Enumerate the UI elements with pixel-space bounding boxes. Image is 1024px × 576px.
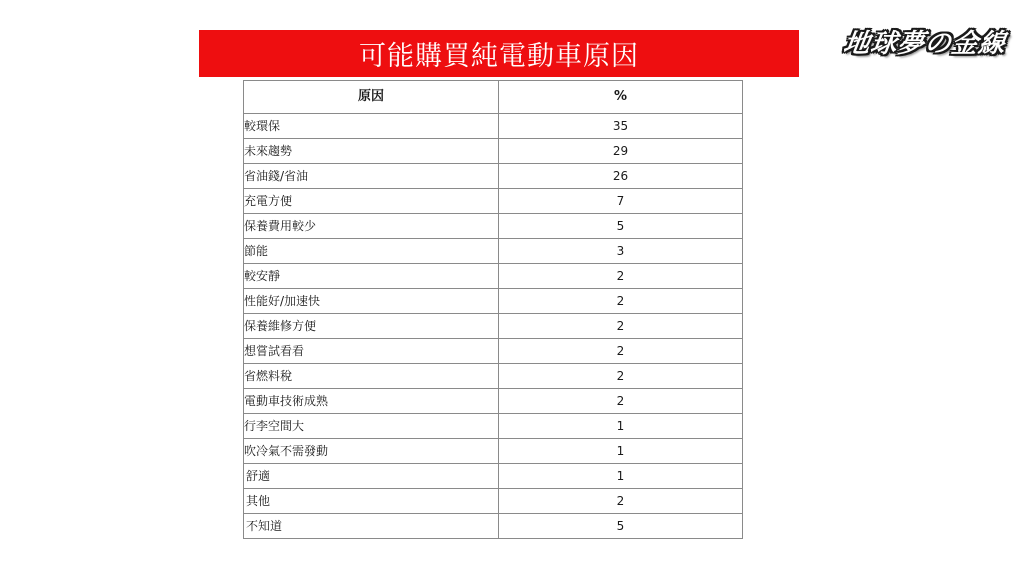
percent-cell: 1 <box>499 439 743 464</box>
title-bar <box>199 30 799 77</box>
table-row <box>244 214 743 239</box>
reason-cell: 保養費用較少 <box>244 214 499 239</box>
percent-cell: 2 <box>499 364 743 389</box>
table-row <box>244 439 743 464</box>
reasons-table <box>243 80 743 539</box>
table-row <box>244 339 743 364</box>
table-row <box>244 264 743 289</box>
percent-cell: 29 <box>499 139 743 164</box>
percent-cell: 5 <box>499 514 743 539</box>
reason-cell: 舒適 <box>244 464 499 489</box>
reason-cell: 省油錢/省油 <box>244 164 499 189</box>
percent-cell: 2 <box>499 389 743 414</box>
table-header-row <box>244 81 743 114</box>
page-title: 可能購買純電動車原因 <box>359 41 639 72</box>
logo-text: 地球夢の金線 <box>841 28 1008 59</box>
percent-cell: 26 <box>499 164 743 189</box>
table-row <box>244 239 743 264</box>
reason-cell: 較安靜 <box>244 264 499 289</box>
table-row <box>244 464 743 489</box>
percent-cell: 7 <box>499 189 743 214</box>
percent-cell: 2 <box>499 264 743 289</box>
table-row <box>244 314 743 339</box>
reason-cell: 未來趨勢 <box>244 139 499 164</box>
table-row <box>244 139 743 164</box>
reason-cell: 不知道 <box>244 514 499 539</box>
percent-cell: 2 <box>499 314 743 339</box>
table-row <box>244 164 743 189</box>
percent-cell: 5 <box>499 214 743 239</box>
percent-cell: 1 <box>499 414 743 439</box>
percent-cell: 3 <box>499 239 743 264</box>
reason-cell: 想嘗試看看 <box>244 339 499 364</box>
table-row <box>244 364 743 389</box>
table-row <box>244 414 743 439</box>
reason-cell: 較環保 <box>244 114 499 139</box>
reason-cell: 省燃料稅 <box>244 364 499 389</box>
table-row <box>244 189 743 214</box>
percent-cell: 2 <box>499 489 743 514</box>
reason-cell: 充電方便 <box>244 189 499 214</box>
header-percent: % <box>499 81 743 114</box>
reason-cell: 性能好/加速快 <box>244 289 499 314</box>
table-row <box>244 514 743 539</box>
table-row <box>244 114 743 139</box>
percent-cell: 35 <box>499 114 743 139</box>
table-row <box>244 489 743 514</box>
reason-cell: 吹冷氣不需發動 <box>244 439 499 464</box>
reason-cell: 電動車技術成熟 <box>244 389 499 414</box>
reason-cell: 節能 <box>244 239 499 264</box>
reason-cell: 行李空間大 <box>244 414 499 439</box>
table-row <box>244 289 743 314</box>
table-row <box>244 389 743 414</box>
reason-cell: 保養維修方便 <box>244 314 499 339</box>
reason-cell: 其他 <box>244 489 499 514</box>
percent-cell: 2 <box>499 289 743 314</box>
percent-cell: 1 <box>499 464 743 489</box>
percent-cell: 2 <box>499 339 743 364</box>
channel-logo <box>835 22 1014 60</box>
header-reason: 原因 <box>244 81 499 114</box>
